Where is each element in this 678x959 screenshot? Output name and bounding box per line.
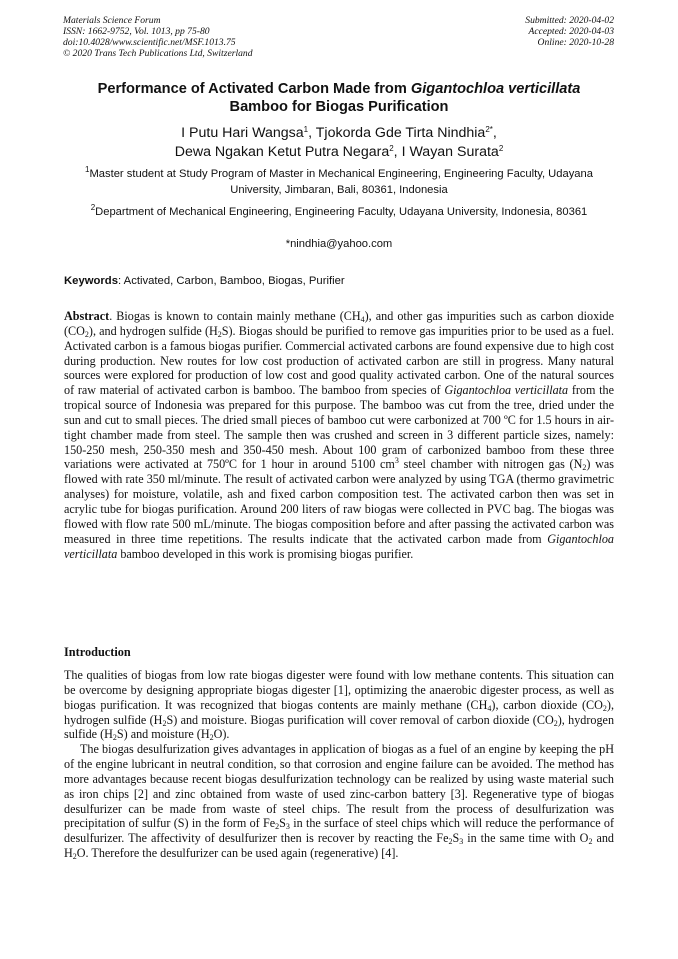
issn-line: ISSN: 1662-9752, Vol. 1013, pp 75-80	[63, 26, 210, 37]
journal-header	[63, 15, 253, 59]
copyright-line: © 2020 Trans Tech Publications Ltd, Switzerland	[63, 48, 253, 59]
doi-line: doi:10.4028/www.scientific.net/MSF.1013.75	[63, 37, 236, 48]
accepted-date: Accepted: 2020-04-03	[528, 26, 614, 37]
affiliation-1: $^1$Master student at Study Program of Master in Mechanical Engineering, Engineering Faculty, Udayana University, Jimbaran, Bali, 80361, Indonesia	[85, 165, 593, 196]
journal-name: Materials Science Forum	[63, 15, 161, 26]
author-3: Dewa Ngakan Ketut Putra Negara	[174, 144, 390, 160]
dates-header	[525, 15, 614, 48]
author-1: I Putu Hari Wangsa	[181, 125, 304, 141]
author-4: I Wayan Surata	[401, 144, 499, 160]
submitted-date: Submitted: 2020-04-02	[525, 15, 614, 26]
paper-title: Performance of Activated Carbon Made from Gigantochloa verticillata Bamboo for Biogas Purification	[97, 81, 581, 115]
section-heading-introduction: Introduction	[64, 645, 131, 659]
abstract: Abstract. Biogas is known to contain mainly methane $(CH_4)$, and other gas impurities such as carbon dioxide $(CO_2)$, and hydrogen sulfide $(H_2S)$. Biogas should be purified to remove gas impurities prior to be used as a fuel. Activated carbon is a famous biogas purifier. Commercial activated carbons are found expensive due to high cost during production. New routes for low cost production of activated carbon are still in progress. Many natural sources were explored for production of low cost and good quality activated carbon. One of the natural sources of raw material of activated carbon is bamboo. The bamboo from species of Gigantochloa verticillata from the tropical source of Indonesia was prepared for this purpose. The bamboo was cut from the tree, dried under the sun and cut to small pieces. The dried small pieces of bamboo cut were carbonized at 700 ºC for 1.5 hours in air-tight chamber made from steel. The sample then was crushed and screen in 3 different particle sizes, namely: 150-250 mesh, 250-350 mesh and 350-450 mesh. About 100 gram of carbonized bamboo from these three variations were activated at 750ºC for 1 hour in around 5100 $cm^3$ steel chamber with nitrogen gas $(N_2)$ was flowed with rate 350 ml/minute. The result of activated carbon were analyzed by using TGA (thermo gravimetric analyses) for moisture, volatile, ash and fixed carbon composition test. The activated carbon then was set in acrylic tube for biogas purification. Around 200 liters of raw biogas were collected in PVC bag. The biogas was flowed with flow rate 500 mL/minute. The biogas composition before and after passing the activated carbon was measured in three time repetitions. The results indicate that the activated carbon made from Gigantochloa verticillata bamboo developed in this work is promising biogas purifier.	[64, 309, 614, 561]
keywords-text: : Activated, Carbon, Bamboo, Biogas, Purifier	[118, 275, 345, 287]
abstract-label: Abstract	[64, 309, 110, 323]
affiliation-2: $^2$Department of Mechanical Engineering, Engineering Faculty, Udayana University, Indonesia, 80361	[90, 203, 588, 218]
title-species: Gigantochloa verticillata	[410, 81, 581, 97]
introduction-body	[64, 668, 614, 861]
keywords-label: Keywords	[64, 275, 118, 287]
keywords	[64, 275, 614, 287]
intro-paragraph-2: The biogas desulfurization gives advantages in application of biogas as a fuel of an engine by keeping the pH of the engine lubricant in neutral condition, so that corrosion and engine failure can be avoided. The method has more advantages because recent biogas desulfurization technology can be realized by using waste material such as iron chips [2] and zinc obtained from waste of used zinc-carbon battery [3]. Regenerative type of biogas desulfurizer can be made from waste of steel chips. The result from the process of desulfurization was precipitation of sulfur (S) in the form of $Fe_2S_3$ in the surface of steel chips which will reduce the performance of desulfurizer. The affectivity of desulfurizer then is recover by reacting the $Fe_2S_3$ in the same time with $O_2$ and $H_2O$. Therefore the desulfurizer can be used again (regenerative) [4].	[64, 742, 615, 862]
author-2: Tjokorda Gde Tirta Nindhia	[315, 125, 486, 141]
online-date: Online: 2020-10-28	[537, 37, 614, 48]
corresponding-email: *nindhia@yahoo.com	[285, 238, 393, 250]
intro-paragraph-1: The qualities of biogas from low rate biogas digester were found with low methane contents. This situation can be overcome by designing appropriate biogas digester [1], optimizing the anaerobic digester process, as well as biogas purification. It was recognized that biogas contents are mainly methane $(CH_4)$, carbon dioxide $(CO_2)$, hydrogen sulfide $(H_2S)$ and moisture. Biogas purification will cover removal of carbon dioxide $(CO_2)$, hydrogen sulfide $(H_2S)$ and moisture $(H_2O)$.	[64, 668, 615, 743]
author-list: I Putu Hari Wangsa$^1$, Tjokorda Gde Tirta Nindhia$^{2*}$, Dewa Ngakan Ketut Putra Negara$^2$, I Wayan Surata$^2$	[174, 125, 504, 160]
